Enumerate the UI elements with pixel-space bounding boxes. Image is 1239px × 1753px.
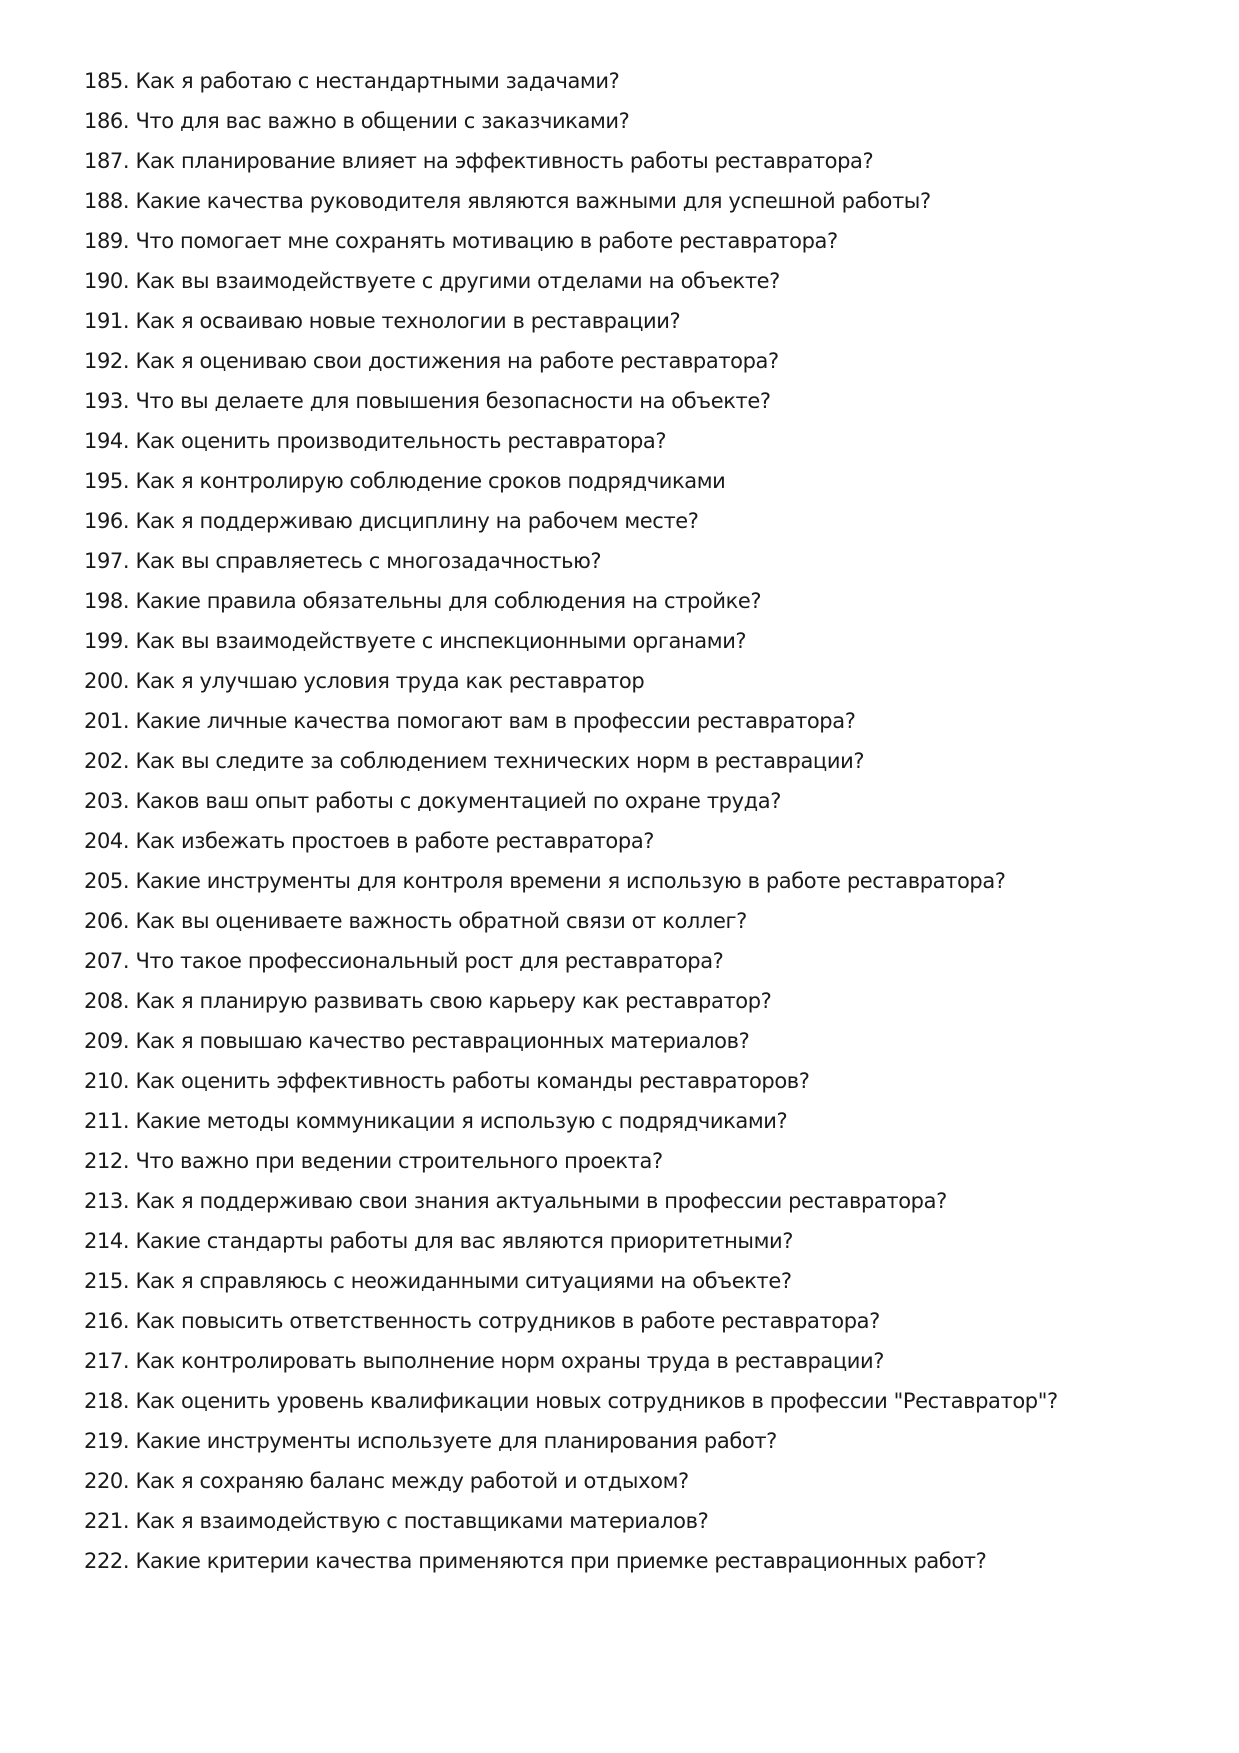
question-text: Что для вас важно в общении с заказчиками? (135, 109, 630, 133)
question-item (84, 1301, 1204, 1341)
question-text: Какие методы коммуникации я использую с подрядчиками? (135, 1109, 788, 1133)
question-item (84, 1181, 1204, 1221)
question-number: 209. (84, 1029, 130, 1053)
question-number: 192. (84, 349, 130, 373)
question-item (84, 341, 1204, 381)
question-text: Что вы делаете для повышения безопасности на объекте? (135, 389, 771, 413)
question-text: Как я поддерживаю дисциплину на рабочем месте? (135, 509, 699, 533)
question-item (84, 581, 1204, 621)
question-item (84, 1261, 1204, 1301)
question-text: Как я поддерживаю свои знания актуальными в профессии реставратора? (135, 1189, 947, 1213)
question-item (84, 221, 1204, 261)
question-text: Какие стандарты работы для вас являются приоритетными? (135, 1229, 794, 1253)
question-number: 217. (84, 1349, 130, 1373)
question-text: Как я контролирую соблюдение сроков подрядчиками (135, 469, 726, 493)
question-text: Как вы следите за соблюдением технических норм в реставрации? (135, 749, 865, 773)
question-item (84, 501, 1204, 541)
question-number: 212. (84, 1149, 130, 1173)
question-number: 193. (84, 389, 130, 413)
question-number: 186. (84, 109, 130, 133)
question-number: 188. (84, 189, 130, 213)
question-text: Каков ваш опыт работы с документацией по охране труда? (135, 789, 781, 813)
question-number: 190. (84, 269, 130, 293)
question-item (84, 1021, 1204, 1061)
question-text: Что такое профессиональный рост для реставратора? (135, 949, 724, 973)
question-item (84, 541, 1204, 581)
question-text: Как я справляюсь с неожиданными ситуациями на объекте? (135, 1269, 792, 1293)
question-number: 197. (84, 549, 130, 573)
question-item (84, 101, 1204, 141)
question-number: 215. (84, 1269, 130, 1293)
question-item (84, 1341, 1204, 1381)
question-text: Какие критерии качества применяются при приемке реставрационных работ? (135, 1549, 987, 1573)
question-text: Как я осваиваю новые технологии в реставрации? (135, 309, 681, 333)
question-text: Какие инструменты для контроля времени я использую в работе реставратора? (135, 869, 1006, 893)
question-text: Как я планирую развивать свою карьеру как реставратор? (135, 989, 772, 1013)
question-number: 216. (84, 1309, 130, 1333)
question-item (84, 381, 1204, 421)
question-number: 219. (84, 1429, 130, 1453)
question-text: Как вы взаимодействуете с инспекционными органами? (135, 629, 747, 653)
question-number: 195. (84, 469, 130, 493)
question-text: Как я оцениваю свои достижения на работе реставратора? (135, 349, 779, 373)
question-text: Как вы оцениваете важность обратной связи от коллег? (135, 909, 747, 933)
question-item (84, 981, 1204, 1021)
question-text: Какие инструменты используете для планирования работ? (135, 1429, 777, 1453)
question-item (84, 1421, 1204, 1461)
question-number: 185. (84, 69, 130, 93)
question-number: 194. (84, 429, 130, 453)
question-text: Как я сохраняю баланс между работой и отдыхом? (135, 1469, 689, 1493)
question-item (84, 901, 1204, 941)
question-text: Что важно при ведении строительного проекта? (135, 1149, 663, 1173)
question-list (84, 61, 1204, 1581)
question-text: Как планирование влияет на эффективность работы реставратора? (135, 149, 874, 173)
question-item (84, 301, 1204, 341)
question-number: 222. (84, 1549, 130, 1573)
question-number: 218. (84, 1389, 130, 1413)
question-item (84, 141, 1204, 181)
question-item (84, 1501, 1204, 1541)
question-item (84, 621, 1204, 661)
question-number: 189. (84, 229, 130, 253)
question-text: Как избежать простоев в работе реставратора? (135, 829, 655, 853)
question-item (84, 1141, 1204, 1181)
question-item (84, 781, 1204, 821)
question-item (84, 701, 1204, 741)
question-item (84, 421, 1204, 461)
question-text: Как вы взаимодействуете с другими отделами на объекте? (135, 269, 780, 293)
question-number: 220. (84, 1469, 130, 1493)
question-number: 210. (84, 1069, 130, 1093)
question-text: Какие личные качества помогают вам в профессии реставратора? (135, 709, 856, 733)
question-item (84, 861, 1204, 901)
question-number: 199. (84, 629, 130, 653)
question-item (84, 741, 1204, 781)
question-text: Какие качества руководителя являются важными для успешной работы? (135, 189, 931, 213)
question-number: 206. (84, 909, 130, 933)
question-text: Как я работаю с нестандартными задачами? (135, 69, 620, 93)
question-item (84, 1541, 1204, 1581)
question-text: Как повысить ответственность сотрудников в работе реставратора? (135, 1309, 880, 1333)
question-number: 191. (84, 309, 130, 333)
question-item (84, 1101, 1204, 1141)
question-text: Как я улучшаю условия труда как реставратор (135, 669, 645, 693)
question-text: Как оценить эффективность работы команды реставраторов? (135, 1069, 810, 1093)
question-number: 203. (84, 789, 130, 813)
question-text: Как я взаимодействую с поставщиками материалов? (135, 1509, 709, 1533)
question-number: 201. (84, 709, 130, 733)
question-text: Что помогает мне сохранять мотивацию в работе реставратора? (135, 229, 838, 253)
question-number: 200. (84, 669, 130, 693)
question-item (84, 941, 1204, 981)
question-item (84, 1381, 1204, 1421)
question-number: 204. (84, 829, 130, 853)
question-item (84, 1221, 1204, 1261)
question-text: Какие правила обязательны для соблюдения на стройке? (135, 589, 762, 613)
question-text: Как контролировать выполнение норм охраны труда в реставрации? (135, 1349, 885, 1373)
question-number: 214. (84, 1229, 130, 1253)
question-text: Как вы справляетесь с многозадачностью? (135, 549, 602, 573)
question-number: 207. (84, 949, 130, 973)
question-number: 208. (84, 989, 130, 1013)
question-number: 205. (84, 869, 130, 893)
question-number: 198. (84, 589, 130, 613)
question-item (84, 1061, 1204, 1101)
question-number: 211. (84, 1109, 130, 1133)
document-page (84, 61, 1204, 1581)
question-item (84, 181, 1204, 221)
question-number: 202. (84, 749, 130, 773)
question-text: Как оценить уровень квалификации новых сотрудников в профессии "Реставратор"? (135, 1389, 1058, 1413)
question-number: 221. (84, 1509, 130, 1533)
question-number: 196. (84, 509, 130, 533)
question-item (84, 1461, 1204, 1501)
question-item (84, 461, 1204, 501)
question-text: Как оценить производительность реставратора? (135, 429, 667, 453)
question-text: Как я повышаю качество реставрационных материалов? (135, 1029, 750, 1053)
question-number: 213. (84, 1189, 130, 1213)
question-number: 187. (84, 149, 130, 173)
question-item (84, 821, 1204, 861)
question-item (84, 61, 1204, 101)
question-item (84, 261, 1204, 301)
question-item (84, 661, 1204, 701)
